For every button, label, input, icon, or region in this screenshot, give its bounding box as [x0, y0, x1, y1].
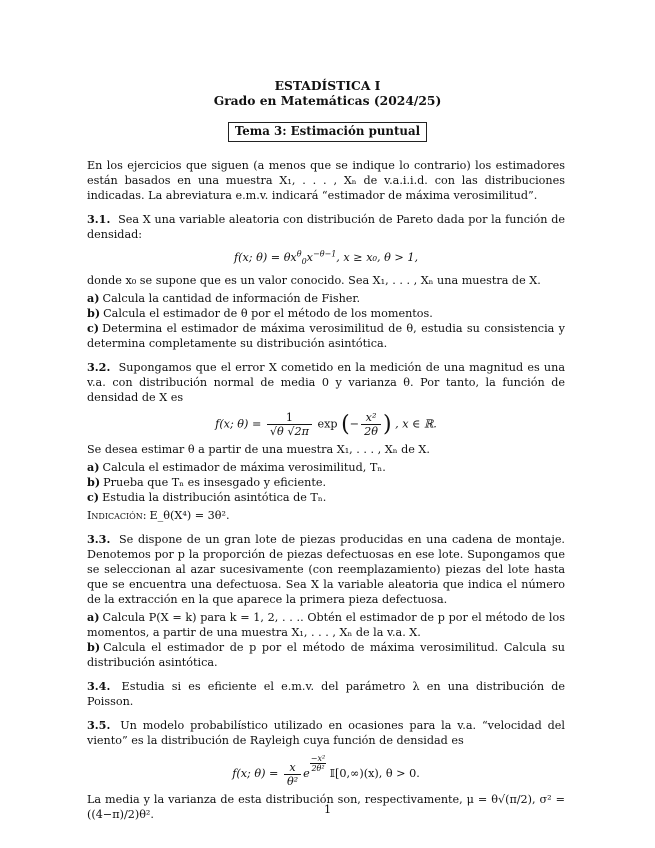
page-number: 1	[323, 803, 332, 816]
item-label: a)	[87, 460, 100, 474]
item-label: c)	[87, 490, 100, 504]
equation-tail: , x ∈ ℝ.	[395, 417, 437, 431]
exercise-text: Sea X una variable aleatoria con distribución de Pareto dada por la función de densidad:	[87, 213, 565, 241]
item-text: Calcula el estimador de p por el método de máxima verosimilitud. Calcula su distribución asintótica.	[87, 641, 565, 669]
exercise-3-4	[87, 679, 565, 709]
list-item	[87, 460, 565, 475]
course-subtitle: Grado en Matemáticas (2024/25)	[213, 93, 442, 108]
item-label: c)	[87, 321, 100, 335]
topic-box: Tema 3: Estimación puntual	[228, 122, 427, 142]
item-label: a)	[87, 291, 100, 305]
list-item	[87, 306, 565, 321]
item-label: b)	[87, 640, 101, 654]
exercise-3-3	[87, 532, 565, 670]
inner-fraction	[361, 411, 381, 438]
exercise-3-1-followup: donde x₀ se supone que es un valor conocido. Sea X₁, . . . , Xₙ una muestra de X.	[87, 274, 541, 287]
item-text: Calcula el estimador de máxima verosimilitud, Tₙ.	[102, 461, 386, 474]
equation-left: f(x; θ) = θx	[233, 251, 297, 264]
exercise-number: 3.2.	[87, 360, 111, 374]
item-label: b)	[87, 306, 101, 320]
exercise-3-5-statement	[87, 718, 565, 748]
exercise-number: 3.1.	[87, 212, 111, 226]
fraction-denominator: 2θ²	[311, 764, 325, 773]
fraction-denominator: 2θ	[364, 425, 378, 438]
exercise-number: 3.4.	[87, 679, 111, 693]
intro-paragraph: En los ejercicios que siguen (a menos que se indique lo contrario) los estimadores están basados en una muestra X₁, . . . , Xₙ de v.a.i.i.d. con las distribuciones indicadas. La abreviatura e.m.v. indicará “estimador de máxima verosimilitud”.	[87, 159, 565, 202]
hint-text: E_θ(X⁴) = 3θ².	[149, 509, 230, 522]
fraction-numerator: x²	[361, 411, 381, 425]
rayleigh-density-equation	[87, 754, 565, 788]
exercise-3-2	[87, 360, 565, 523]
pareto-density-equation: f(x; $\theta) = \theta x^\theta_0x^{-\theta-1}$, x ≥ x₀, θ > 1,	[233, 249, 419, 267]
equation-lhs: f(x; θ) =	[232, 767, 279, 780]
list-item	[87, 475, 565, 490]
item-label: a)	[87, 610, 100, 624]
item-text: Calcula el estimador de θ por el método de los momentos.	[103, 307, 433, 320]
exercise-text: Estudia si es eficiente el e.m.v. del parámetro λ en una distribución de Poisson.	[87, 680, 565, 708]
fraction	[284, 761, 301, 788]
exercise-3-1-statement	[87, 212, 565, 242]
exercise-3-4-statement	[87, 679, 565, 709]
equation-tail: 𝕀[0,∞)(x), θ > 0.	[329, 767, 420, 780]
exponent-fraction	[310, 754, 326, 773]
exercise-3-3-statement	[87, 532, 565, 607]
fraction-numerator: 1	[267, 411, 312, 425]
item-text: Determina el estimador de máxima verosimilitud de θ, estudia su consistencia y determina completamente su distribución asintótica.	[87, 322, 565, 350]
exercise-number: 3.5.	[87, 718, 111, 732]
exp-label: exp	[317, 417, 338, 431]
exp-base: e	[303, 767, 310, 780]
item-text: Calcula la cantidad de información de Fisher.	[102, 292, 361, 305]
list-item	[87, 610, 565, 640]
item-text: Estudia la distribución asintótica de Tₙ.	[102, 491, 327, 504]
course-title: ESTADÍSTICA I	[274, 78, 381, 93]
fraction-denominator: √θ √2π	[269, 425, 309, 438]
item-label: b)	[87, 475, 101, 489]
equation-lhs: f(x; θ) =	[215, 417, 262, 431]
document-body	[87, 158, 565, 831]
exercise-3-1	[87, 212, 565, 351]
hint	[87, 508, 565, 523]
exercise-3-2-statement	[87, 360, 565, 405]
document-header	[0, 78, 655, 142]
list-item	[87, 291, 565, 306]
list-item	[87, 490, 565, 505]
exercise-text: Se dispone de un gran lote de piezas producidas en una cadena de montaje. Denotemos por p la proporción de piezas defectuosas en ese lote. Supongamos que se seleccionan al azar sucesivamente (con reemplazamiento) piezas del lote hasta que se encuentra una defectuosa. Sea X la variable aleatoria que indica el número de la extracción en la que aparece la primera pieza defectuosa.	[87, 533, 565, 606]
item-text: Calcula P(X = k) para k = 1, 2, . . .. Obtén el estimador de p por el método de los momentos, a partir de una muestra X₁, . . . , Xₙ de la v.a. X.	[87, 611, 565, 639]
fraction-numerator: x	[284, 761, 301, 775]
list-item	[87, 640, 565, 670]
item-text: Prueba que Tₙ es insesgado y eficiente.	[103, 476, 327, 489]
hint-label: Indicación:	[87, 509, 147, 522]
normal-density-equation: f(x; θ) = $\frac{1}{√\theta √2\pi}$ exp (− $\frac{\text{x²}}{2\theta}$ ) , x ∈ ℝ.	[215, 411, 437, 438]
exercise-3-5-followup: La media y la varianza de esta distribución son, respectivamente, μ = θ√(π/2), σ² = ((4−π)/2)θ².	[87, 792, 565, 821]
exercise-text: Supongamos que el error X cometido en la medición de una magnitud es una v.a. con distribución normal de media 0 y varianza θ. Por tanto, la función de densidad de X es	[87, 361, 565, 404]
fraction	[267, 411, 312, 438]
exercise-text: Un modelo probabilístico utilizado en ocasiones para la v.a. “velocidad del viento” es la distribución de Rayleigh cuya función de densidad es	[87, 719, 565, 747]
list-item	[87, 321, 565, 351]
fraction-numerator: −x²	[310, 754, 326, 763]
fraction-denominator: θ²	[286, 774, 299, 788]
exercise-number: 3.3.	[87, 532, 111, 546]
exercise-3-2-followup: Se desea estimar θ a partir de una muestra X₁, . . . , Xₙ de X.	[87, 443, 430, 456]
equation-right: , x ≥ x₀, θ > 1,	[336, 251, 419, 264]
